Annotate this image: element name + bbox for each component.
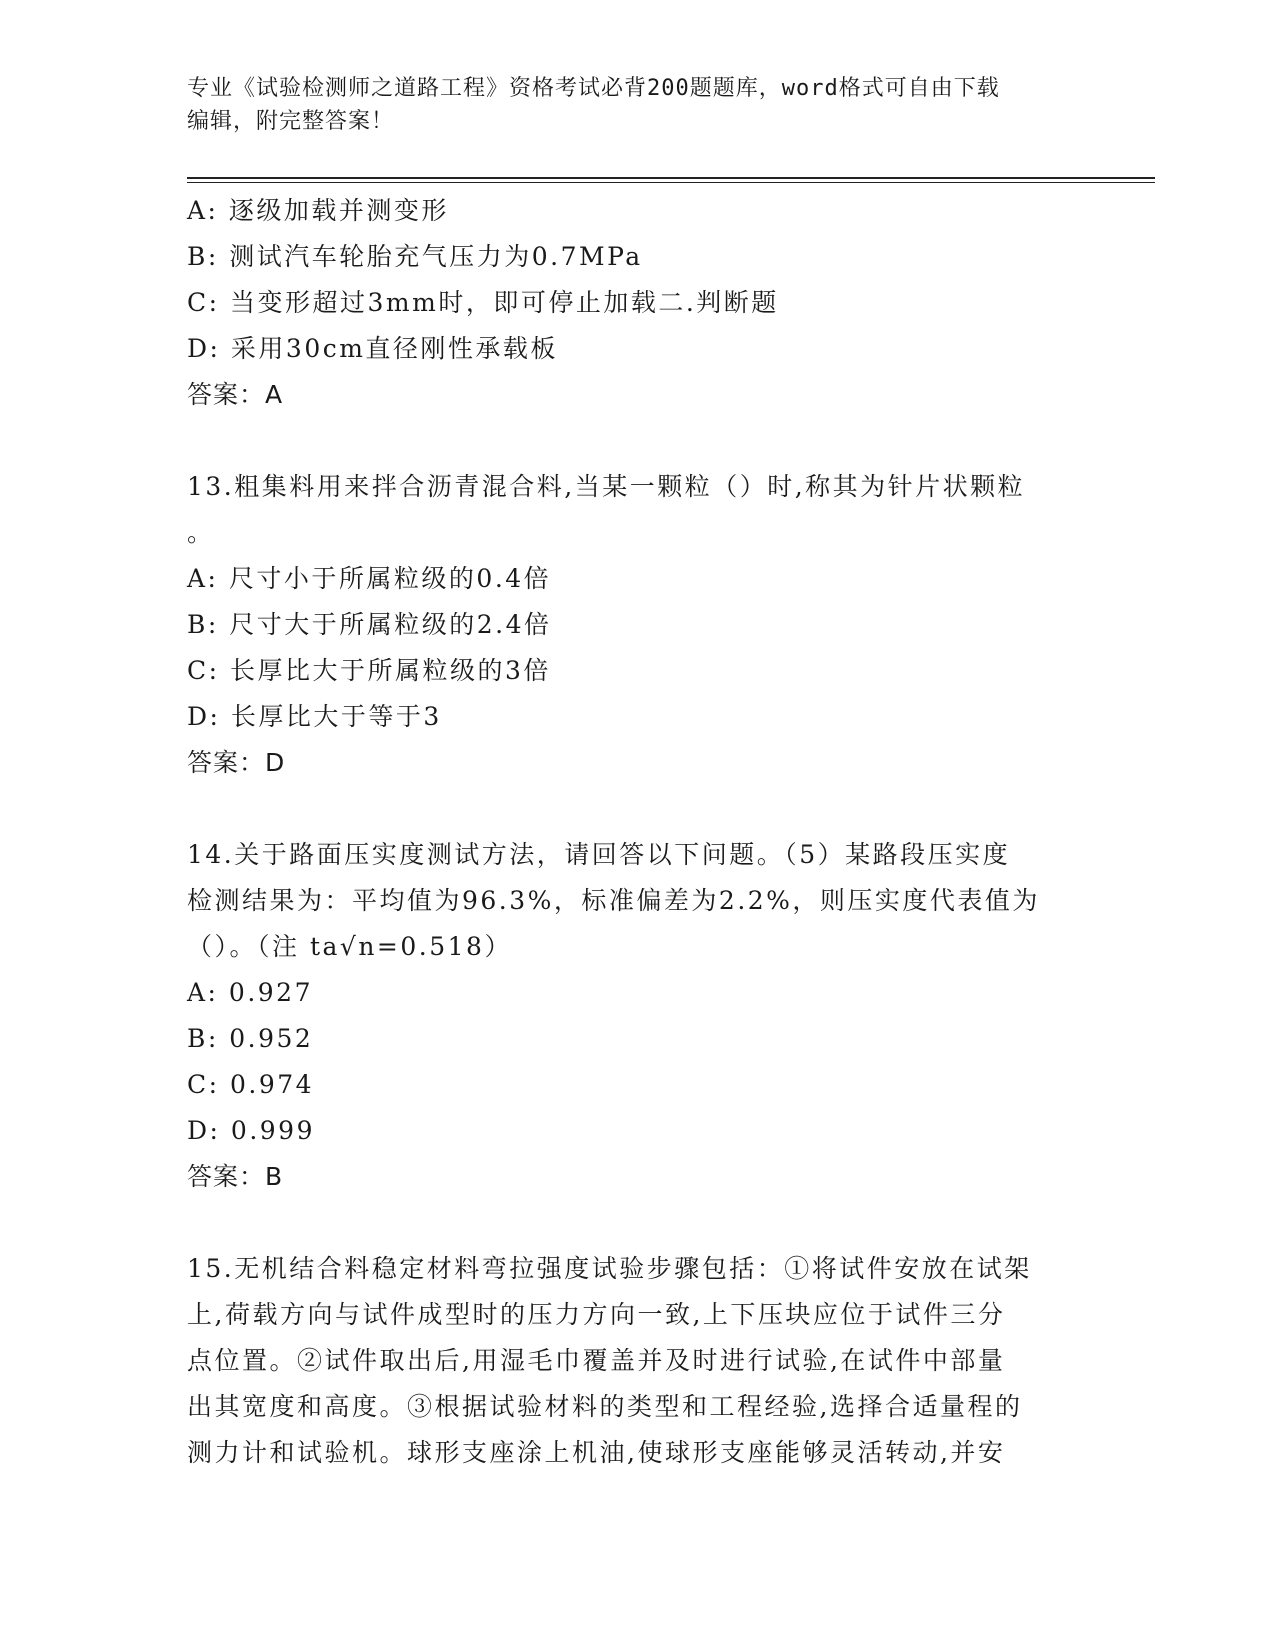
question-12 <box>187 188 1067 418</box>
question-text-line: 14.关于路面压实度测试方法，请回答以下问题。（5）某路段压实度 <box>187 840 1011 869</box>
option-b: B: 尺寸大于所属粒级的2.4倍 <box>187 610 552 639</box>
question-13 <box>187 464 1067 786</box>
question-text-line: 出其宽度和高度。③根据试验材料的类型和工程经验,选择合适量程的 <box>187 1392 1023 1421</box>
option-b: B: 测试汽车轮胎充气压力为0.7MPa <box>187 242 643 271</box>
option-d: D: 0.999 <box>187 1116 315 1145</box>
question-text-line: 检测结果为：平均值为96.3%，标准偏差为2.2%，则压实度代表值为 <box>187 886 1040 915</box>
option-d: D: 采用30cm直径刚性承载板 <box>187 334 558 363</box>
header-line-2: 编辑，附完整答案！ <box>187 109 395 134</box>
document-body <box>187 188 1067 1476</box>
question-15 <box>187 1246 1067 1476</box>
question-14 <box>187 832 1067 1200</box>
spacer <box>187 786 1067 832</box>
spacer <box>187 1200 1067 1246</box>
option-a: A: 逐级加载并测变形 <box>187 196 449 225</box>
question-text-line: 上,荷载方向与试件成型时的压力方向一致,上下压块应位于试件三分 <box>187 1300 1006 1329</box>
answer: 答案：B <box>187 1162 284 1191</box>
option-a: A: 尺寸小于所属粒级的0.4倍 <box>187 564 552 593</box>
header-rule-thick <box>187 177 1155 179</box>
option-b: B: 0.952 <box>187 1024 314 1053</box>
question-text-line: 15.无机结合料稳定材料弯拉强度试验步骤包括：①将试件安放在试架 <box>187 1254 1032 1283</box>
document-header <box>187 72 1067 138</box>
header-rule-thin <box>187 182 1155 183</box>
answer: 答案：D <box>187 748 286 777</box>
option-a: A: 0.927 <box>187 978 313 1007</box>
question-text-line: 点位置。②试件取出后,用湿毛巾覆盖并及时进行试验,在试件中部量 <box>187 1346 1006 1375</box>
option-c: C: 0.974 <box>187 1070 315 1099</box>
option-c: C: 长厚比大于所属粒级的3倍 <box>187 656 551 685</box>
question-text-line: 13.粗集料用来拌合沥青混合料,当某一颗粒（）时,称其为针片状颗粒 <box>187 472 1026 501</box>
question-text-line: （）。（注 ta√n=0.518） <box>187 932 512 961</box>
option-d: D: 长厚比大于等于3 <box>187 702 442 731</box>
question-text-line: 测力计和试验机。球形支座涂上机油,使球形支座能够灵活转动,并安 <box>187 1438 1006 1467</box>
header-line-1: 专业《试验检测师之道路工程》资格考试必背200题题库，word格式可自由下载 <box>187 76 1000 101</box>
spacer <box>187 418 1067 464</box>
option-c: C: 当变形超过3mm时，即可停止加载二.判断题 <box>187 288 779 317</box>
answer: 答案：A <box>187 380 284 409</box>
question-text-line: 。 <box>187 518 215 547</box>
